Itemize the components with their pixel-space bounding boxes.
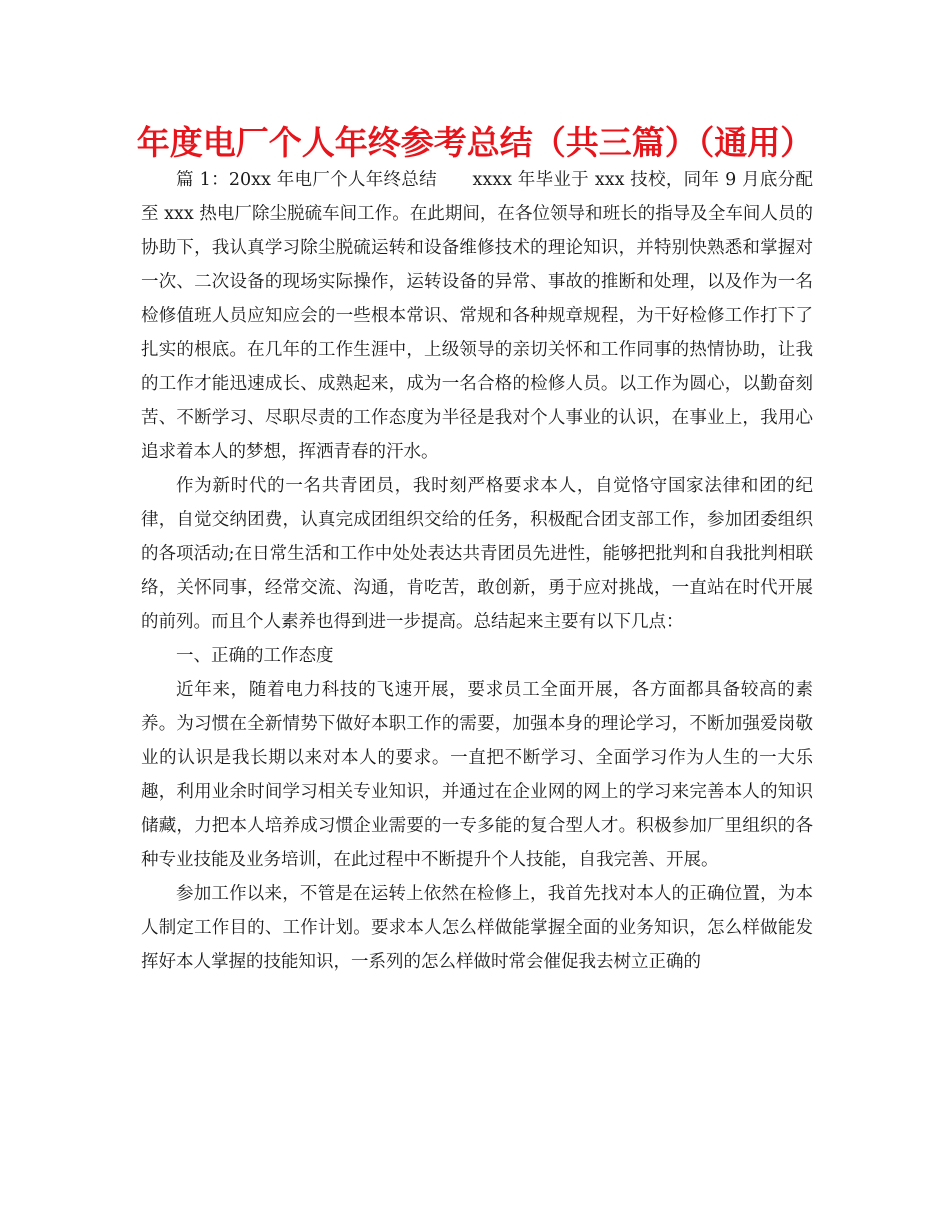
section-heading-work-attitude: 一、正确的工作态度 [176, 646, 334, 666]
document-body [141, 163, 813, 979]
paragraph-intro: 篇 1：20xx 年电厂个人年终总结 xxxx 年毕业于 xxx 技校，同年 9 月底分配至 xxx 热电厂除尘脱硫车间工作。在此期间，在各位领导和班长的指导及全车间人员的协助下，我认真学习除尘脱硫运转和设备维修技术的理论知识，并特别快熟悉和掌握对一次、二次设备的现场实际操作，运转设备的异常、事故的推断和处理，以及作为一名检修值班人员应知应会的一些根本常识、常规和各种规章规程，为干好检修工作打下了扎实的根底。在几年的工作生涯中，上级领导的亲切关怀和工作同事的热情协助，让我的工作才能迅速成长、成熟起来，成为一名合格的检修人员。以工作为圆心，以勤奋刻苦、不断学习、尽职尽责的工作态度为半径是我对个人事业的认识，在事业上，我用心追求着本人的梦想，挥洒青春的汗水。 [141, 170, 813, 462]
paragraph-since-work: 参加工作以来，不管是在运转上依然在检修上，我首先找对本人的正确位置，为本人制定工作目的、工作计划。要求本人怎么样做能掌握全面的业务知识，怎么样做能发挥好本人掌握的技能知识，一系列的怎么样做时常会催促我去树立正确的 [141, 884, 813, 972]
document-title: 年度电厂个人年终参考总结（共三篇）（通用） [136, 123, 814, 162]
paragraph-recent-years: 近年来，随着电力科技的飞速开展，要求员工全面开展，各方面都具备较高的素养。为习惯在全新情势下做好本职工作的需要，加强本身的理论学习，不断加强爱岗敬业的认识是我长期以来对本人的要求。一直把不断学习、全面学习作为人生的一大乐趣，利用业余时间学习相关专业知识，并通过在企业网的网上的学习来完善本人的知识储藏，力把本人培养成习惯企业需要的一专多能的复合型人才。积极参加厂里组织的各种专业技能及业务培训，在此过程中不断提升个人技能，自我完善、开展。 [141, 680, 813, 870]
paragraph-league-member: 作为新时代的一名共青团员，我时刻严格要求本人，自觉恪守国家法律和团的纪律，自觉交纳团费，认真完成团组织交给的任务，积极配合团支部工作，参加团委组织的各项活动;在日常生活和工作中处处表达共青团员先进性，能够把批判和自我批判相联络，关怀同事，经常交流、沟通，肯吃苦，敢创新，勇于应对挑战，一直站在时代开展的前列。而且个人素养也得到进一步提高。总结起来主要有以下几点： [141, 476, 813, 632]
